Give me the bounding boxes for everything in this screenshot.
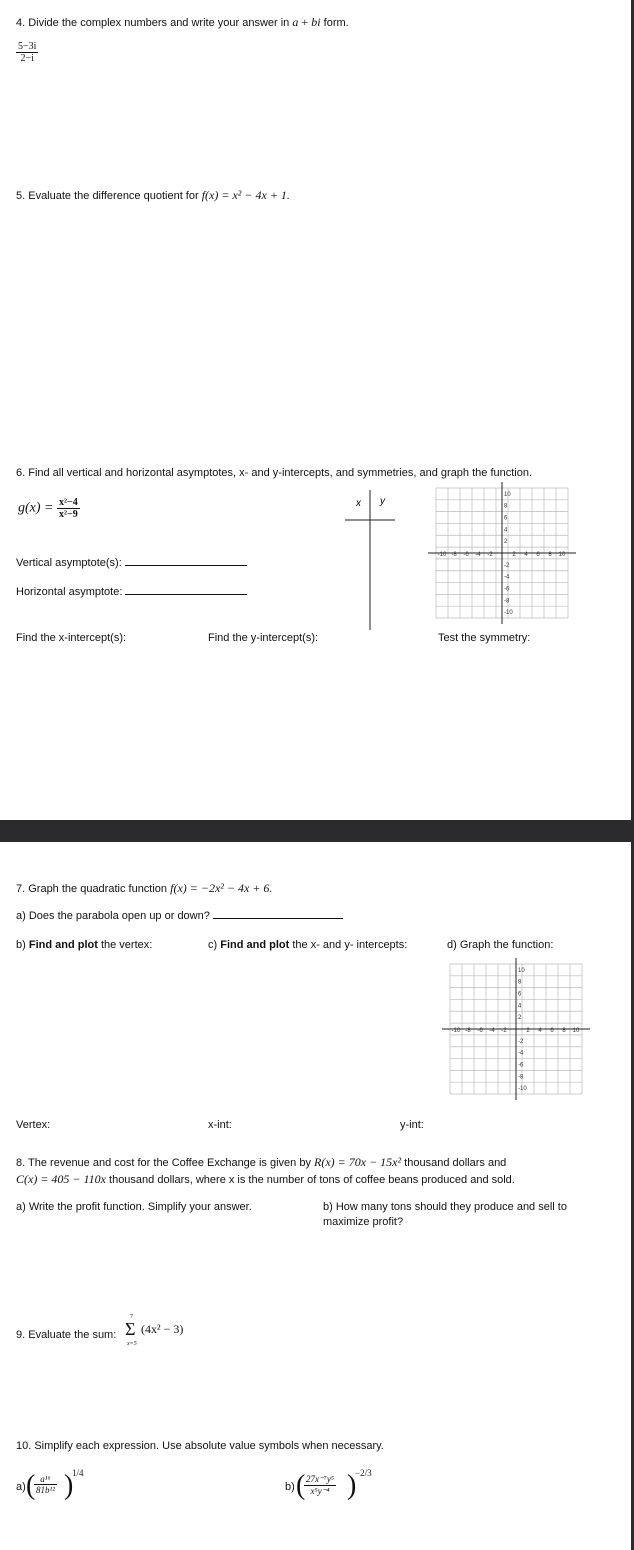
q6-function: g(x) = $\frac{\text{x²−4}}{\text{x²−9}}$ xyxy=(18,497,78,520)
right-paren: ) xyxy=(64,1470,74,1501)
sum-lower-limit: x=5 xyxy=(127,1341,137,1347)
y-tick-label: -8 xyxy=(504,598,510,605)
q4-prompt: 4. Divide the complex numbers and write your answer in a + bi form. xyxy=(16,15,349,29)
sum-expression: (4x² − 3) xyxy=(141,1322,184,1336)
right-paren-b: ) xyxy=(347,1470,357,1501)
y-tick-label: -4 xyxy=(518,1050,524,1057)
sigma-symbol: Σ xyxy=(125,1319,136,1339)
y-tick-label: -8 xyxy=(518,1074,524,1081)
y-tick-label: 8 xyxy=(518,979,522,986)
left-paren: ( xyxy=(26,1470,36,1501)
yint-label: y-int: xyxy=(400,1119,424,1131)
q7d-label: d) Graph the function: xyxy=(447,939,554,951)
y-intercept-label: Find the y-intercept(s): xyxy=(208,632,319,644)
x-tick-label: 6 xyxy=(536,552,540,558)
vertex-label: Vertex: xyxy=(16,1119,51,1131)
table-x-header: x xyxy=(356,498,361,509)
x-tick-label: 2 xyxy=(512,552,516,558)
x-tick-label: -2 xyxy=(501,1028,507,1034)
xy-table xyxy=(340,490,400,635)
x-tick-label: -6 xyxy=(477,1028,483,1034)
q4-fraction: $\frac{5-3i}{2-i}$ xyxy=(18,41,37,64)
q7c-label: c) Find and plot the x- and y- intercepts: xyxy=(208,939,408,951)
x-tick-label: -2 xyxy=(487,552,493,558)
x-tick-label: 4 xyxy=(538,1028,542,1034)
left-paren-b: ( xyxy=(296,1470,306,1501)
q9-prompt: 9. Evaluate the sum: xyxy=(16,1329,117,1341)
x-intercept-label: Find the x-intercept(s): xyxy=(16,632,127,644)
horizontal-asymptote-line: Horizontal asymptote: xyxy=(16,586,247,598)
q10-prompt: 10. Simplify each expression. Use absolute value symbols when necessary. xyxy=(16,1440,384,1452)
y-tick-label: -2 xyxy=(518,1038,524,1045)
xint-label: x-int: xyxy=(208,1119,232,1131)
q7b-label: b) Find and plot the vertex: xyxy=(16,939,153,951)
coordinate-grid-2 xyxy=(442,958,590,1100)
q8b-label: b) How many tons should they produce and sell to maximize profit? xyxy=(323,1201,567,1228)
q6-prompt: 6. Find all vertical and horizontal asymptotes, x- and y-intercepts, and symmetries, and graph the function. xyxy=(16,467,533,479)
horizontal-asymptote-blank[interactable] xyxy=(125,594,247,595)
y-tick-label: -2 xyxy=(504,562,510,569)
x-tick-label: 8 xyxy=(548,552,552,558)
x-tick-label: -10 xyxy=(451,1028,461,1034)
q8a-label: a) Write the profit function. Simplify your answer. xyxy=(16,1201,252,1213)
x-tick-label: 10 xyxy=(572,1028,580,1034)
coordinate-grid-1 xyxy=(428,482,576,624)
y-tick-label: 8 xyxy=(504,503,508,510)
x-tick-label: -4 xyxy=(475,552,481,558)
y-tick-label: -10 xyxy=(518,1086,527,1093)
x-tick-label: -8 xyxy=(465,1028,471,1034)
q10b-expression: b) ( $\frac{\text{27x⁻⁷y⁵}}{\text{x⁵y⁻⁴}}$ ) −2/3 xyxy=(285,1468,372,1501)
x-tick-label: -4 xyxy=(489,1028,495,1034)
table-y-header: y xyxy=(380,496,385,507)
y-tick-label: 2 xyxy=(504,539,508,546)
x-tick-label: 10 xyxy=(558,552,566,558)
x-tick-label: -10 xyxy=(437,552,447,558)
q7-prompt: 7. Graph the quadratic function f(x) = −2x² − 4x + 6. xyxy=(16,881,273,895)
y-tick-label: 10 xyxy=(518,967,525,974)
y-tick-label: -4 xyxy=(504,574,510,581)
x-tick-label: 4 xyxy=(524,552,528,558)
x-tick-label: -6 xyxy=(463,552,469,558)
q8-prompt-line1: 8. The revenue and cost for the Coffee Exchange is given by R(x) = 70x − 15x² thousand dollars and xyxy=(16,1155,507,1169)
x-tick-label: 6 xyxy=(550,1028,554,1034)
y-tick-label: 6 xyxy=(504,515,508,522)
page-divider xyxy=(0,820,634,842)
vertical-asymptote-line: Vertical asymptote(s): xyxy=(16,557,247,569)
y-tick-label: 2 xyxy=(518,1015,522,1022)
q8-prompt-line2: C(x) = 405 − 110x thousand dollars, where x is the number of tons of coffee beans produced and sold. xyxy=(16,1172,515,1186)
vertical-asymptote-blank[interactable] xyxy=(125,565,247,566)
q7a-line: a) Does the parabola open up or down? xyxy=(16,910,343,922)
y-tick-label: -6 xyxy=(518,1062,524,1069)
y-tick-label: -10 xyxy=(504,610,513,617)
y-tick-label: 4 xyxy=(518,1003,522,1010)
sum-upper-limit: 7 xyxy=(130,1314,133,1320)
y-tick-label: 6 xyxy=(518,991,522,998)
open-direction-blank[interactable] xyxy=(213,918,343,919)
y-tick-label: 10 xyxy=(504,491,511,498)
y-tick-label: 4 xyxy=(504,527,508,534)
x-tick-label: 8 xyxy=(562,1028,566,1034)
x-tick-label: 2 xyxy=(526,1028,530,1034)
symmetry-label: Test the symmetry: xyxy=(438,632,531,644)
q10a-expression: a) ( $\frac{\text{a¹⁶}}{\text{81b¹²}}$ ) 1/4 xyxy=(16,1468,84,1501)
y-tick-label: -6 xyxy=(504,586,510,593)
q5-prompt: 5. Evaluate the difference quotient for f(x) = x² − 4x + 1. xyxy=(16,188,290,202)
x-tick-label: -8 xyxy=(451,552,457,558)
